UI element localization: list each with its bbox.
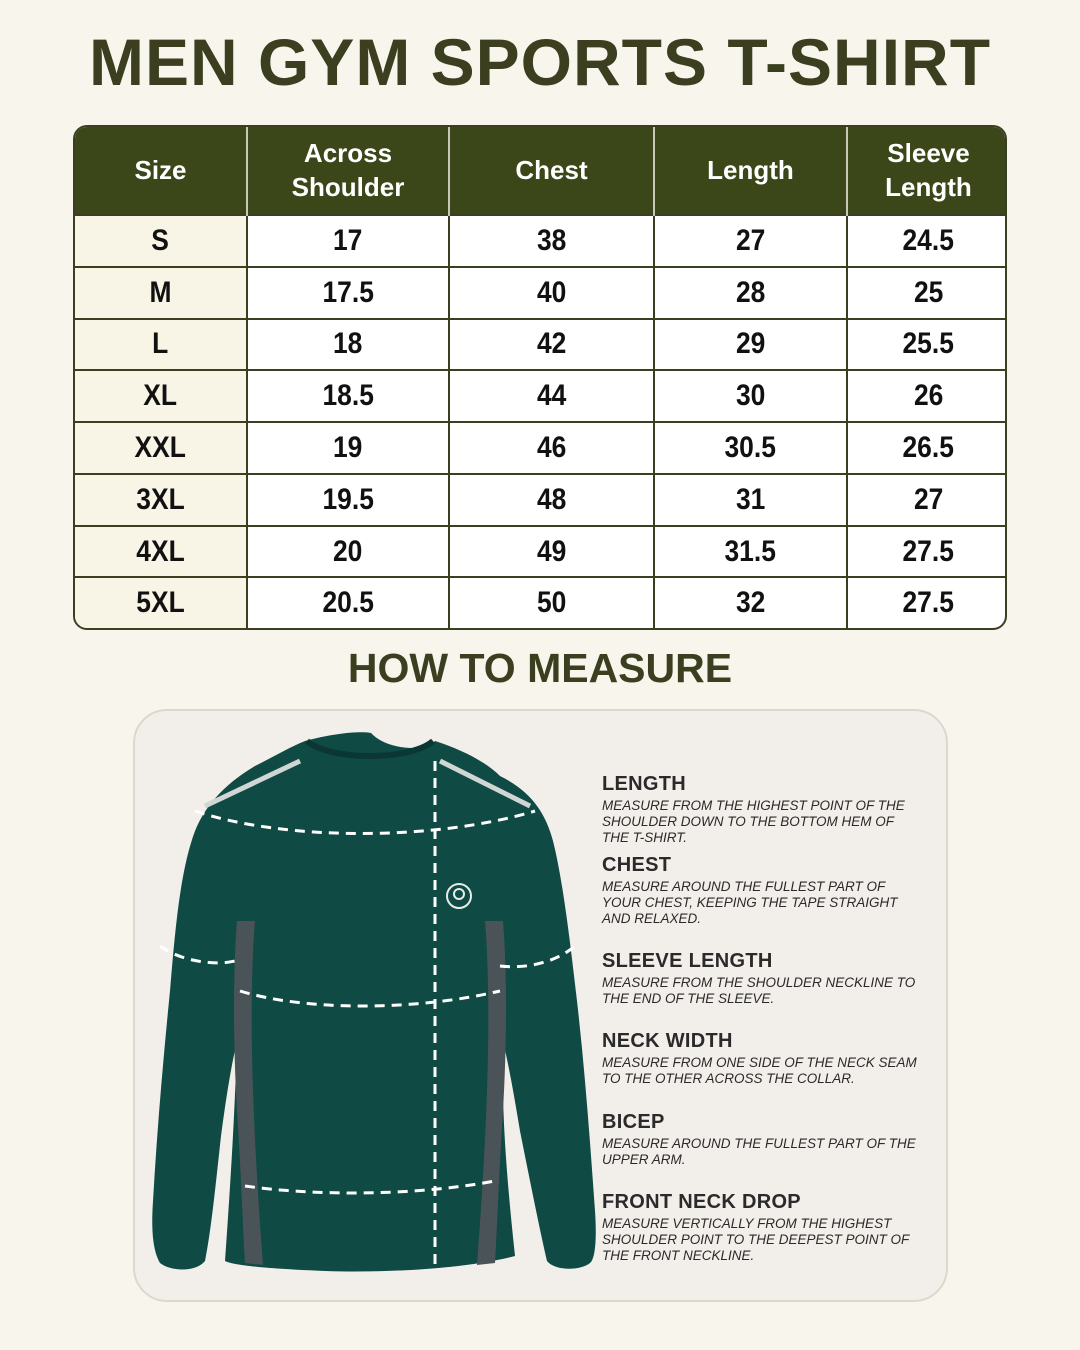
cell-value: 38 xyxy=(536,223,567,257)
measurement-cell xyxy=(847,267,1007,319)
measurement-cell xyxy=(847,577,1007,628)
header-sleeve-length: Sleeve Length xyxy=(847,127,1007,215)
measurement-cell xyxy=(654,267,847,319)
measurement-cell xyxy=(654,526,847,578)
measurement-cell xyxy=(847,422,1007,474)
guide-chest xyxy=(602,854,922,927)
measurement-cell xyxy=(247,474,449,526)
cell-value: 50 xyxy=(536,586,567,620)
size-cell xyxy=(75,319,247,371)
guide-heading: NECK WIDTH xyxy=(602,1030,733,1052)
size-cell xyxy=(75,474,247,526)
cell-value: L xyxy=(152,327,169,361)
cell-value: 48 xyxy=(536,482,567,516)
measurement-cell xyxy=(654,577,847,628)
measurement-cell xyxy=(449,267,654,319)
size-cell xyxy=(75,267,247,319)
cell-value: XL xyxy=(143,379,178,413)
measurement-cell xyxy=(449,474,654,526)
size-cell xyxy=(75,370,247,422)
how-to-measure-title: HOW TO MEASURE xyxy=(347,645,733,691)
table-row xyxy=(75,577,1007,628)
guide-neck-width xyxy=(602,1030,922,1087)
measurement-cell xyxy=(449,422,654,474)
measurement-cell xyxy=(847,526,1007,578)
cell-value: 18 xyxy=(333,327,363,361)
size-cell xyxy=(75,215,247,267)
cell-value: 42 xyxy=(536,327,567,361)
guide-heading: SLEEVE LENGTH xyxy=(602,950,773,972)
cell-value: 26.5 xyxy=(902,431,955,465)
table-row xyxy=(75,267,1007,319)
measurement-cell xyxy=(449,370,654,422)
measurement-cell xyxy=(654,215,847,267)
cell-value: 25 xyxy=(913,275,944,309)
cell-value: 5XL xyxy=(136,586,185,620)
cell-value: 29 xyxy=(735,327,766,361)
measurement-cell xyxy=(449,215,654,267)
measurement-cell xyxy=(847,474,1007,526)
table-row xyxy=(75,319,1007,371)
measurement-cell xyxy=(247,215,449,267)
cell-value: 25.5 xyxy=(902,327,955,361)
cell-value: 19.5 xyxy=(322,482,374,516)
cell-value: 27 xyxy=(913,482,944,516)
measurement-cell xyxy=(449,577,654,628)
table-row xyxy=(75,215,1007,267)
measurement-cell xyxy=(654,422,847,474)
measurement-cell xyxy=(449,526,654,578)
cell-value: 18.5 xyxy=(322,379,374,413)
size-cell xyxy=(75,577,247,628)
header-chest: Chest xyxy=(449,127,654,215)
measurement-cell xyxy=(847,319,1007,371)
guide-heading: BICEP xyxy=(602,1111,665,1133)
cell-value: 28 xyxy=(735,275,766,309)
header-length: Length xyxy=(654,127,847,215)
cell-value: 20 xyxy=(333,534,363,568)
cell-value: S xyxy=(151,223,170,257)
shirt-body xyxy=(152,732,596,1271)
cell-value: 19 xyxy=(333,431,363,465)
guide-text: MEASURE FROM ONE SIDE OF THE NECK SEAM TO THE OTHER ACROSS THE COLLAR. xyxy=(602,1055,917,1086)
size-chart-table xyxy=(73,125,1007,630)
size-cell xyxy=(75,422,247,474)
guide-text: MEASURE FROM THE HIGHEST POINT OF THE SHOULDER DOWN TO THE BOTTOM HEM OF THE T-SHIRT. xyxy=(602,798,905,845)
cell-value: 40 xyxy=(536,275,567,309)
header-size: Size xyxy=(75,127,247,215)
measurement-cell xyxy=(449,319,654,371)
cell-value: 44 xyxy=(536,379,567,413)
measurement-cell xyxy=(654,370,847,422)
guide-heading: FRONT NECK DROP xyxy=(602,1191,801,1213)
measurement-cell xyxy=(247,422,449,474)
guide-text: MEASURE VERTICALLY FROM THE HIGHEST SHOULDER POINT TO THE DEEPEST POINT OF THE FRONT NECKLINE. xyxy=(602,1216,910,1263)
cell-value: 31 xyxy=(735,482,766,516)
guide-front-neck-drop xyxy=(602,1191,922,1264)
cell-value: 27.5 xyxy=(902,534,955,568)
cell-value: 49 xyxy=(536,534,567,568)
guide-text: MEASURE FROM THE SHOULDER NECKLINE TO THE END OF THE SLEEVE. xyxy=(602,975,916,1006)
guide-sleeve-length xyxy=(602,950,922,1007)
measurement-cell xyxy=(247,526,449,578)
cell-value: 46 xyxy=(536,431,567,465)
cell-value: 27.5 xyxy=(902,586,955,620)
cell-value: 17.5 xyxy=(322,275,374,309)
guide-text: MEASURE AROUND THE FULLEST PART OF YOUR CHEST, KEEPING THE TAPE STRAIGHT AND RELAXED. xyxy=(602,879,898,926)
guide-text: MEASURE AROUND THE FULLEST PART OF THE UPPER ARM. xyxy=(602,1136,916,1167)
cell-value: 20.5 xyxy=(322,586,374,620)
measurement-cell xyxy=(247,370,449,422)
cell-value: 17 xyxy=(333,223,363,257)
guide-heading: LENGTH xyxy=(602,773,687,795)
table-row xyxy=(75,526,1007,578)
cell-value: 3XL xyxy=(136,482,185,516)
measurement-cell xyxy=(654,474,847,526)
table-row xyxy=(75,370,1007,422)
header-across-shoulder: Across Shoulder xyxy=(247,127,449,215)
size-cell xyxy=(75,526,247,578)
cell-value: M xyxy=(149,275,172,309)
guide-length xyxy=(602,773,922,846)
cell-value: 30.5 xyxy=(724,431,777,465)
guide-heading: CHEST xyxy=(602,854,672,876)
table-header-row xyxy=(75,127,1007,215)
guide-bicep xyxy=(602,1111,922,1168)
table-row xyxy=(75,474,1007,526)
measurement-cell xyxy=(847,370,1007,422)
measurement-cell xyxy=(247,577,449,628)
measurement-cell xyxy=(247,319,449,371)
cell-value: 4XL xyxy=(136,534,185,568)
cell-value: 30 xyxy=(735,379,766,413)
how-to-measure-card xyxy=(133,709,948,1302)
measurement-cell xyxy=(654,319,847,371)
cell-value: 26 xyxy=(913,379,944,413)
page-title: MEN GYM SPORTS T-SHIRT xyxy=(88,25,992,99)
measurement-cell xyxy=(247,267,449,319)
cell-value: XXL xyxy=(134,431,187,465)
measurement-cell xyxy=(847,215,1007,267)
table-row xyxy=(75,422,1007,474)
cell-value: 32 xyxy=(735,586,766,620)
cell-value: 27 xyxy=(735,223,766,257)
cell-value: 31.5 xyxy=(724,534,777,568)
cell-value: 24.5 xyxy=(902,223,955,257)
